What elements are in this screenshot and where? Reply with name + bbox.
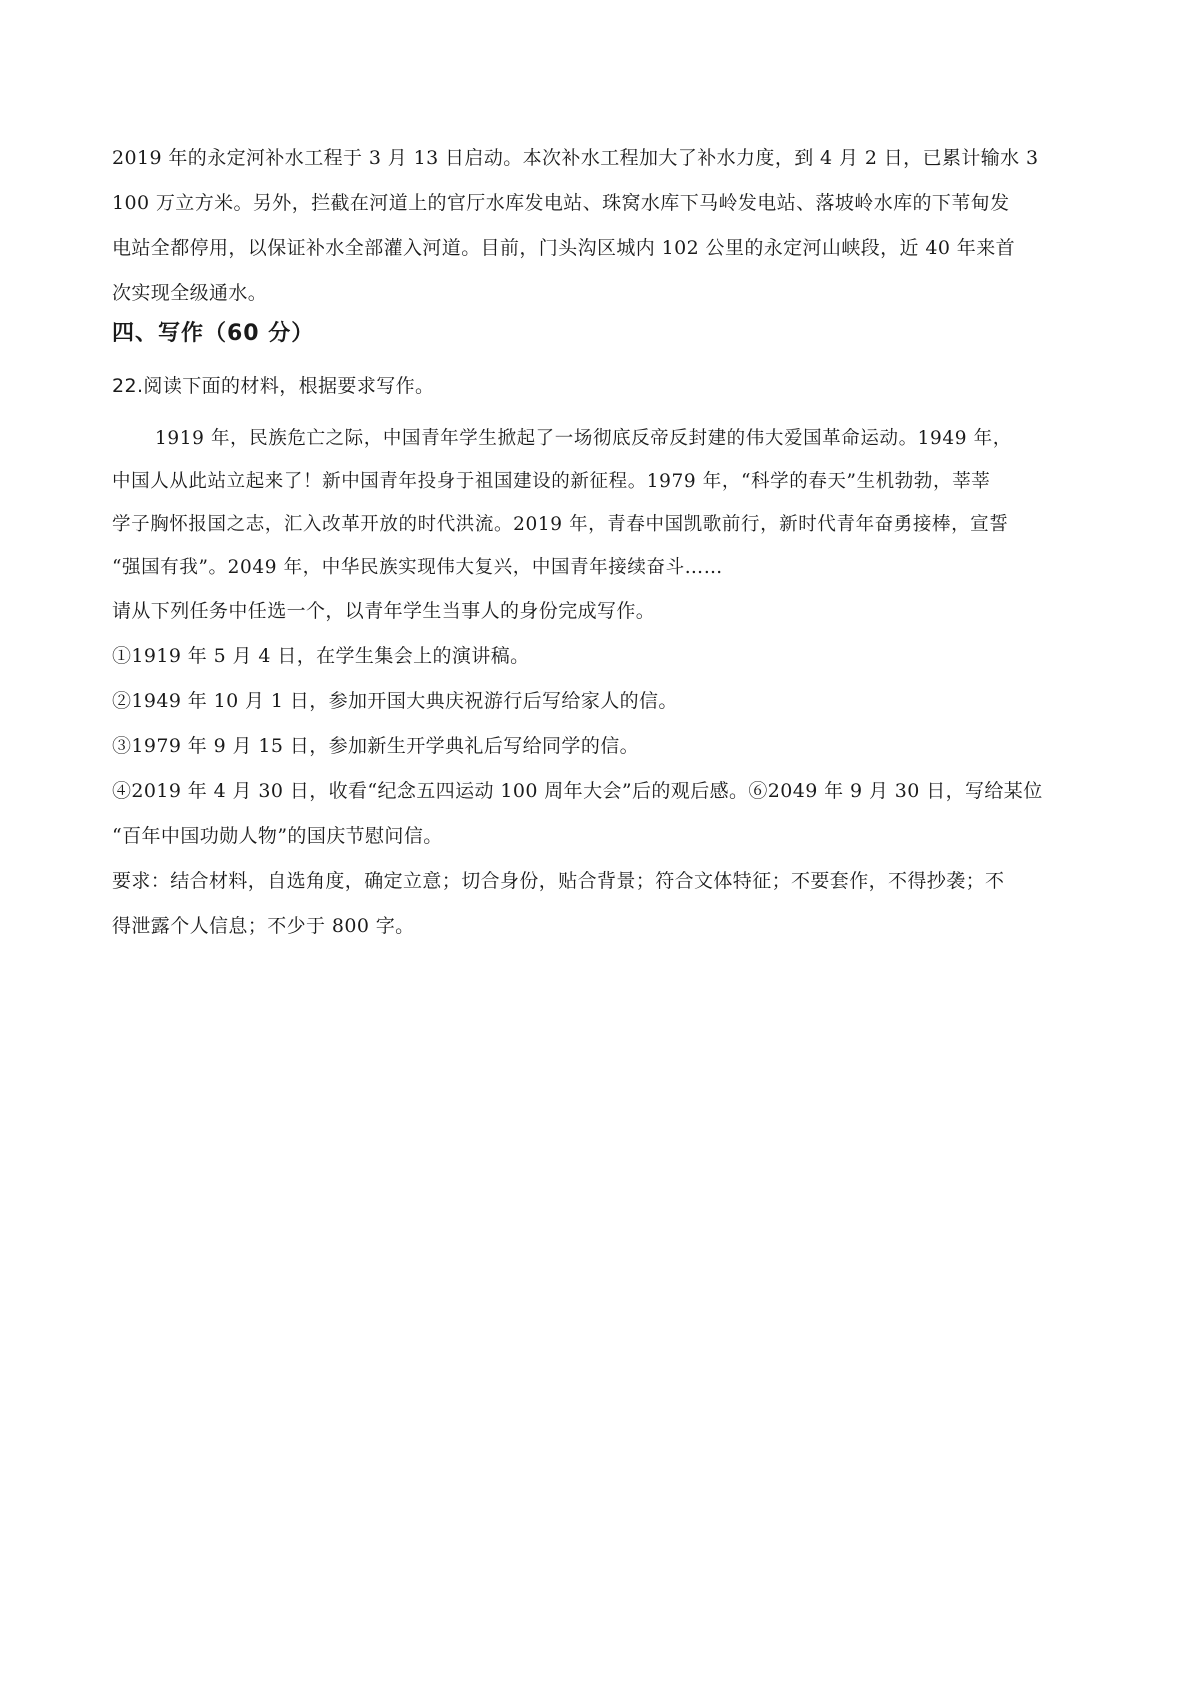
task-item: “百年中国功勋人物”的国庆节慰问信。 — [112, 825, 443, 847]
requirements-line: 要求：结合材料，自选角度，确定立意；切合身份，贴合背景；符合文体特征；不要套作，不得抄袭；不 — [112, 870, 1005, 892]
material-line: 学子胸怀报国之志，汇入改革开放的时代洪流。2019 年，青春中国凯歌前行，新时代青年奋勇接棒，宣誓 — [112, 514, 1009, 535]
material-line: 中国人从此站立起来了！新中国青年投身于祖国建设的新征程。1979 年，“科学的春天”生机勃勃，莘莘 — [112, 471, 991, 492]
passage-line: 100 万立方米。另外，拦截在河道上的官厅水库发电站、珠窝水库下马岭发电站、落坡岭水库的下苇甸发 — [112, 192, 1010, 214]
passage-line: 2019 年的永定河补水工程于 3 月 13 日启动。本次补水工程加大了补水力度，到 4 月 2 日，已累计输水 3 — [112, 147, 1039, 169]
material-line: 1919 年，民族危亡之际，中国青年学生掀起了一场彻底反帝反封建的伟大爱国革命运动。1949 年， — [155, 428, 1012, 449]
passage-line: 电站全都停用，以保证补水全部灌入河道。目前，门头沟区城内 102 公里的永定河山峡段，近 40 年来首 — [112, 237, 1016, 259]
task-item: ②1949 年 10 月 1 日，参加开国大典庆祝游行后写给家人的信。 — [112, 690, 678, 712]
task-item: ③1979 年 9 月 15 日，参加新生开学典礼后写给同学的信。 — [112, 735, 640, 757]
passage-line: 次实现全级通水。 — [112, 282, 268, 304]
task-item: ④2019 年 4 月 30 日，收看“纪念五四运动 100 周年大会”后的观后感。⑥2049 年 9 月 30 日，写给某位 — [112, 780, 1043, 802]
task-item: ①1919 年 5 月 4 日，在学生集会上的演讲稿。 — [112, 645, 530, 667]
material-line: “强国有我”。2049 年，中华民族实现伟大复兴，中国青年接续奋斗…… — [112, 557, 723, 578]
requirements-line: 得泄露个人信息；不少于 800 字。 — [112, 915, 415, 937]
question-prompt: 22.阅读下面的材料，根据要求写作。 — [112, 375, 435, 397]
task-instruction: 请从下列任务中任选一个，以青年学生当事人的身份完成写作。 — [112, 600, 656, 622]
section-heading: 四、写作（60 分） — [112, 321, 315, 346]
